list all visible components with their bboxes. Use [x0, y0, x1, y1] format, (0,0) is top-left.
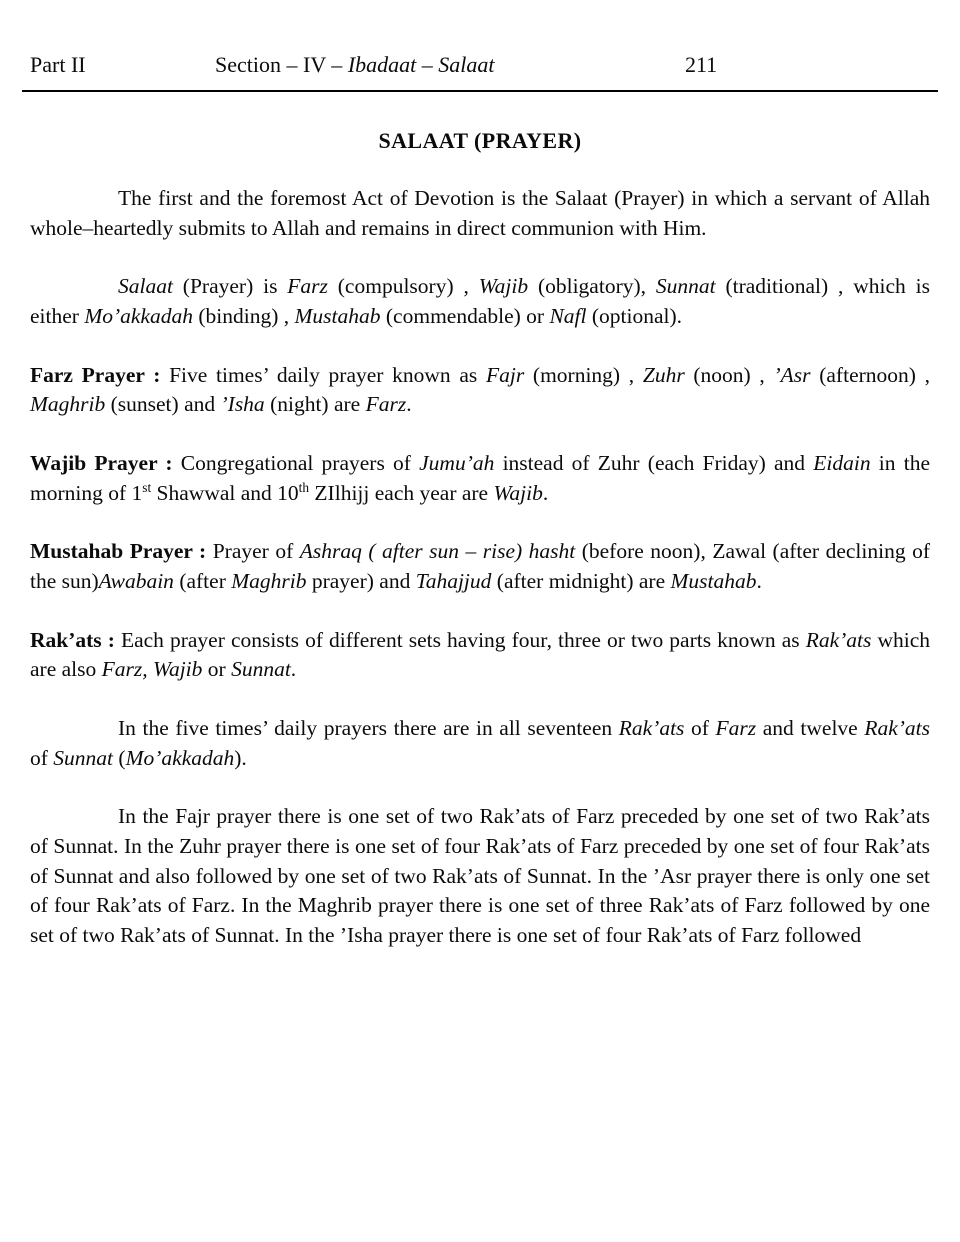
page-body	[30, 184, 930, 950]
text-run: Farz	[365, 392, 407, 417]
text-run: (after	[173, 568, 232, 593]
text-run: Mustahab Prayer :	[30, 539, 213, 564]
text-run: in the morning of 1	[30, 450, 931, 505]
paragraph	[30, 361, 930, 420]
text-run: (traditional) , which is either	[30, 274, 930, 328]
text-run: (commendable) or	[380, 303, 550, 328]
text-run: (binding) ,	[192, 303, 295, 328]
text-run: (sunset) and	[105, 392, 221, 417]
text-run: Prayer of	[212, 539, 300, 564]
text-run: th	[298, 479, 310, 495]
page-title: SALAAT (PRAYER)	[378, 128, 582, 153]
text-run: Jumu’ah	[419, 450, 495, 475]
paragraph	[30, 802, 930, 950]
text-run: Mustahab	[670, 568, 757, 593]
text-run: Salaat	[118, 274, 173, 299]
text-run: Sunnat	[231, 657, 291, 682]
text-run: Maghrib	[231, 568, 307, 593]
text-run: Wajib Prayer :	[30, 450, 181, 475]
text-run: (noon) ,	[684, 362, 774, 387]
text-run: (	[113, 745, 126, 770]
text-run: Rak’ats	[864, 715, 930, 740]
text-run: Farz, Wajib	[101, 657, 203, 682]
text-run: Zuhr	[642, 362, 685, 387]
paragraph	[30, 272, 930, 331]
text-run: Mustahab	[294, 303, 381, 328]
paragraph	[30, 184, 930, 243]
text-run: Farz	[715, 715, 757, 740]
header-part-label: Part II	[30, 52, 86, 77]
text-run: ZIlhijj each year are	[309, 480, 494, 505]
paragraph	[30, 537, 930, 596]
text-run: Mo’akkadah	[84, 303, 193, 328]
text-run: Farz	[287, 274, 328, 299]
text-run: Wajib	[493, 480, 543, 505]
text-run: Tahajjud	[415, 568, 492, 593]
text-run: .	[756, 568, 762, 593]
header-section-label	[215, 52, 494, 78]
text-run: Rak’ats	[618, 715, 685, 740]
text-run: Rak’ats :	[30, 627, 121, 652]
text-run: Sunnat	[655, 274, 716, 299]
text-run: of	[684, 715, 716, 740]
text-run: .	[290, 657, 297, 682]
text-run: Section – IV –	[215, 52, 348, 77]
text-run: Ashraq ( after sun – rise) hasht	[299, 539, 576, 564]
text-run: Fajr	[485, 362, 525, 387]
text-run: Mo’akkadah	[125, 745, 235, 770]
text-run: prayer) and	[306, 568, 416, 593]
text-run: Nafl	[549, 303, 587, 328]
text-run: (compulsory) ,	[327, 274, 479, 299]
text-run: Ibadaat – Salaat	[347, 52, 495, 77]
text-run: (optional).	[586, 303, 683, 328]
text-run: or	[202, 657, 232, 682]
text-run: which are also	[30, 627, 931, 682]
text-run: The first and the foremost Act of Devotion is the Salaat (Prayer) in which a servant of Allah whole–heartedly submits to Allah and remains in direct communion with Him.	[30, 186, 930, 240]
text-run: instead of Zuhr (each Friday) and	[494, 450, 814, 475]
text-run: (night) are	[264, 392, 366, 417]
text-run: .	[406, 392, 412, 417]
text-run: (before noon), Zawal (after declining of the sun)	[30, 539, 930, 593]
paragraph	[30, 626, 930, 685]
text-run: Rak’ats	[805, 627, 872, 652]
text-run: Congregational prayers of	[180, 450, 420, 475]
text-run: of	[30, 745, 54, 770]
text-run: ’Asr	[773, 362, 811, 387]
text-run: Sunnat	[53, 745, 114, 770]
text-run: Awabain	[98, 568, 174, 593]
text-run: ).	[234, 745, 247, 770]
paragraph	[30, 449, 930, 508]
text-run: Eidain	[813, 450, 871, 475]
text-run: Five times’ daily prayer known as	[169, 362, 486, 387]
text-run: (Prayer) is	[172, 274, 288, 299]
text-run: In the Fajr prayer there is one set of two Rak’ats of Farz preceded by one set of two Rak’ats of Sunnat. In the Zuhr prayer there is one set of four Rak’ats of Farz preceded by one set of four Rak’ats of Sunnat and also followed by one set of two Rak’ats of Sunnat. In the ’Asr prayer there is only one set of four Rak’ats of Farz. In the Maghrib prayer there is one set of three Rak’ats of Farz followed by one set of two Rak’ats of Sunnat. In the ’Isha prayer there is one set of four Rak’ats of Farz followed	[30, 804, 930, 947]
text-run: (afternoon) ,	[810, 362, 930, 387]
text-run: ’Isha	[220, 392, 265, 417]
text-run: In the five times’ daily prayers there are in all seventeen	[118, 715, 619, 740]
text-run: (morning) ,	[524, 362, 643, 387]
text-run: .	[542, 480, 549, 505]
paragraph	[30, 714, 930, 773]
text-run: Maghrib	[30, 392, 106, 417]
text-run: Shawwal and 10	[151, 480, 299, 505]
header-divider	[22, 90, 938, 92]
text-run: (after midnight) are	[491, 568, 671, 593]
text-run: (obligatory),	[528, 274, 656, 299]
page-header	[30, 52, 930, 82]
text-run: Each prayer consists of different sets having four, three or two parts known as	[120, 627, 806, 652]
text-run: st	[142, 479, 152, 495]
page-number: 211	[685, 52, 718, 77]
text-run: Wajib	[478, 274, 529, 299]
text-run: and twelve	[756, 715, 865, 740]
text-run: Farz Prayer :	[30, 362, 170, 387]
